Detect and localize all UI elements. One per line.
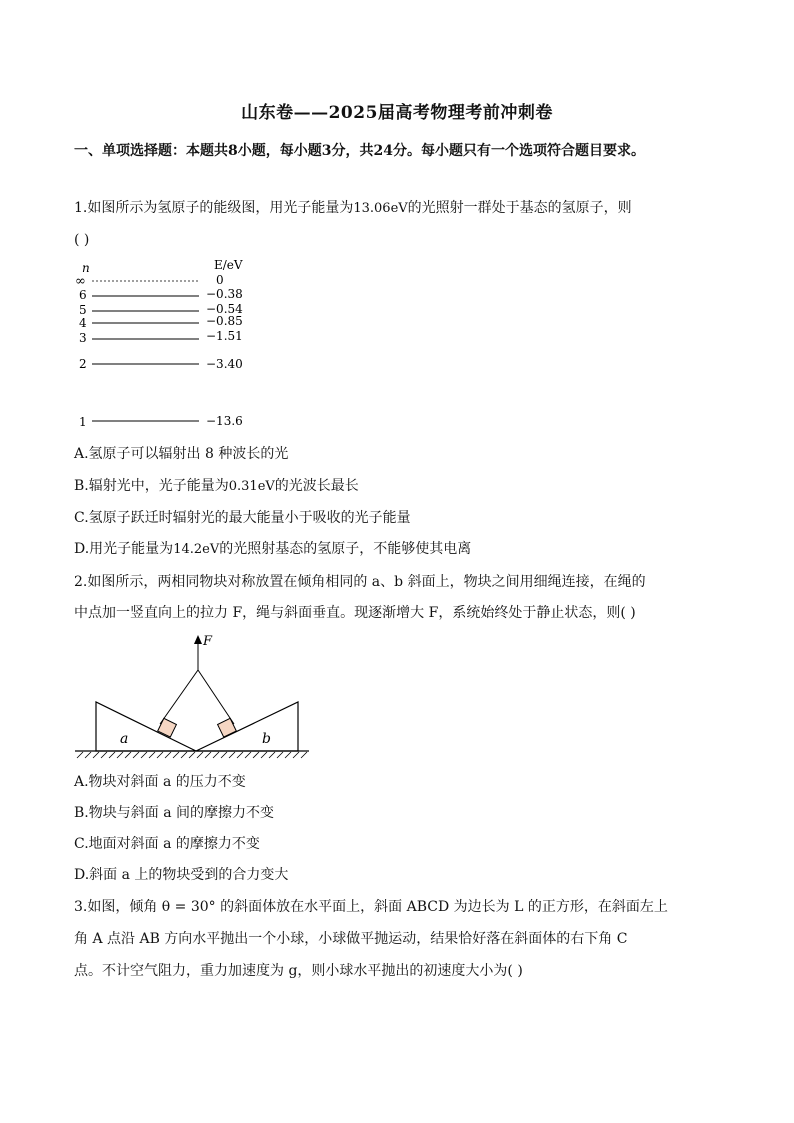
n-axis-label: n	[82, 261, 90, 275]
q1-option-c: C.氢原子跃迁时辐射光的最大能量小于吸收的光子能量	[74, 510, 411, 526]
q2-stem-line2: 中点加一竖直向上的拉力 F，绳与斜面垂直。现逐渐增大 F，系统始终处于静止状态，则( )	[74, 605, 636, 621]
level-e-3: −1.51	[206, 329, 243, 343]
q2-option-c: C.地面对斜面 a 的摩擦力不变	[74, 836, 260, 852]
q2-option-b: B.物块与斜面 a 间的摩擦力不变	[74, 805, 274, 821]
q1-option-d-value: 14.2eV	[173, 542, 220, 557]
level-e-6: −0.38	[206, 287, 243, 301]
level-n-3: 3	[79, 331, 87, 345]
level-n-1: 1	[79, 415, 87, 429]
q1-stem-b: 的光照射一群处于基态的氢原子，则	[407, 200, 632, 216]
q2-option-d: D.斜面 a 上的物块受到的合力变大	[74, 867, 289, 883]
level-n-4: 4	[79, 316, 87, 330]
rope-right	[198, 670, 234, 724]
level-e-4: −0.85	[206, 314, 243, 328]
q1-option-d	[74, 538, 724, 561]
q3-stem-line3: 点。不计空气阻力，重力加速度为 g，则小球水平抛出的初速度大小为( )	[74, 963, 523, 979]
q1-stem	[74, 197, 724, 220]
q1-stem-a: 1.如图所示为氢原子的能级图，用光子能量为	[74, 200, 354, 216]
q1-stem-value: 13.06eV	[353, 201, 408, 216]
incline-a-label: a	[120, 731, 129, 747]
q3-stem-line1: 3.如图，倾角 θ = 30° 的斜面体放在水平面上，斜面 ABCD 为边长为 L 的正方形，在斜面左上	[74, 899, 668, 915]
level-n-2: 2	[79, 357, 87, 371]
level-n-6: 6	[79, 288, 87, 302]
block-b	[218, 718, 237, 737]
energy-level-diagram	[70, 256, 270, 432]
q1-option-b-value: 0.31eV	[228, 479, 275, 494]
q1-option-b-pre: B.辐射光中，光子能量为	[74, 478, 229, 494]
ground-hatching	[77, 752, 307, 758]
q1-option-b-post: 的光波长最长	[274, 478, 359, 494]
level-e-2: −3.40	[206, 357, 243, 371]
rope-left	[160, 670, 198, 724]
force-label: F	[203, 634, 213, 649]
incline-diagram	[72, 632, 312, 764]
page-title: 山东卷——2025届高考物理考前冲刺卷	[241, 103, 553, 123]
force-arrow-head	[194, 635, 202, 644]
level-e-inf: 0	[216, 273, 224, 287]
level-e-1: −13.6	[206, 414, 243, 428]
q3-stem-line2: 角 A 点沿 AB 方向水平抛出一个小球，小球做平抛运动，结果恰好落在斜面体的右下角 C	[74, 931, 628, 947]
level-n-inf: ∞	[75, 274, 86, 289]
incline-b	[196, 702, 298, 751]
level-n-5: 5	[79, 303, 87, 317]
incline-b-label: b	[262, 731, 271, 747]
q2-option-a: A.物块对斜面 a 的压力不变	[74, 774, 246, 790]
q1-paren: ( )	[74, 232, 90, 248]
q1-option-d-pre: D.用光子能量为	[74, 541, 174, 557]
q1-option-d-post: 的光照射基态的氢原子，不能够使其电离	[219, 541, 472, 557]
e-axis-label: E/eV	[214, 258, 243, 272]
q2-stem-line1: 2.如图所示，两相同物块对称放置在倾角相同的 a、b 斜面上，物块之间用细绳连接，在绳的	[74, 574, 646, 590]
incline-a	[96, 702, 196, 751]
section-heading: 一、单项选择题：本题共8小题，每小题3分，共24分。每小题只有一个选项符合题目要求。	[74, 143, 645, 159]
q1-option-a: A.氢原子可以辐射出 8 种波长的光	[74, 446, 289, 462]
level-e-5: −0.54	[206, 302, 243, 316]
q1-option-b	[74, 475, 724, 498]
